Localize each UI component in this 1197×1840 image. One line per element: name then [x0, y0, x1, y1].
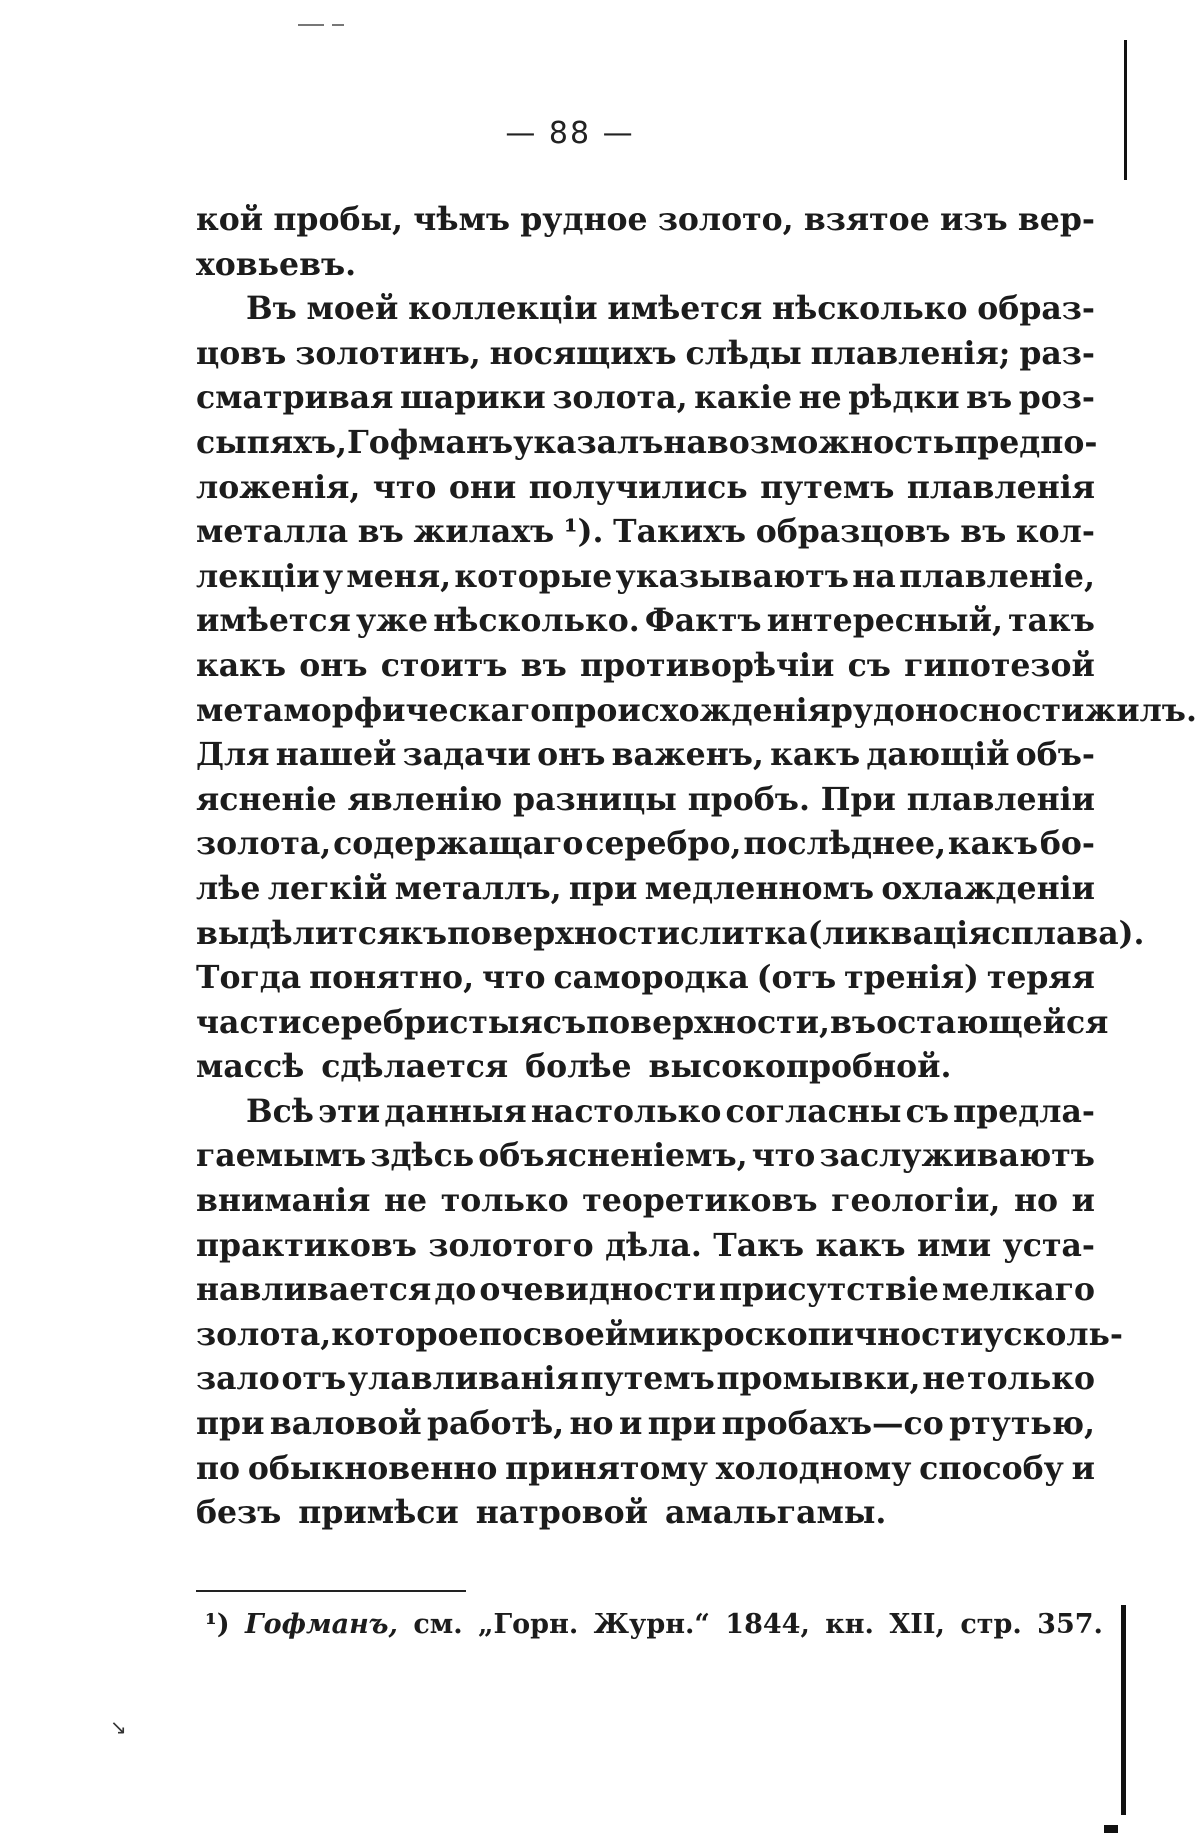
text-line: лекціи у меня, которые указываютъ на плавленіе, — [196, 557, 1095, 595]
footnote-author: Гофманъ, — [245, 1609, 398, 1640]
footnote-reference: см. „Горн. Журн.“ 1844, кн. XII, стр. 357. — [413, 1609, 1103, 1640]
text-line: гаемымъ здѣсь объясненіемъ, что заслуживаютъ — [196, 1137, 1095, 1175]
text-line: металла въ жилахъ ¹). Такихъ образцовъ въ кол- — [196, 513, 1095, 551]
text-line: вниманія не только теоретиковъ геологіи, но и — [196, 1182, 1095, 1220]
text-line: ложенія, что они получились путемъ плавленія — [196, 468, 1095, 506]
text-line: Для нашей задачи онъ важенъ, какъ дающій объ- — [196, 736, 1095, 774]
text-line: практиковъ золотого дѣла. Такъ какъ ими уста- — [196, 1226, 1095, 1264]
body-text — [196, 198, 1197, 1536]
text-line: при валовой работѣ, но и при пробахъ—со ртутью, — [196, 1405, 1095, 1443]
scan-dash-top-left-2 — [332, 24, 344, 26]
text-line: ясненіе явленію разницы пробъ. При плавленіи — [196, 780, 1095, 818]
scan-dash-top-left — [298, 24, 324, 26]
text-line: сматривая шарики золота, какіе не рѣдки въ роз- — [196, 379, 1095, 417]
page-number: — 88 — — [505, 116, 635, 151]
text-line: какъ онъ стоитъ въ противорѣчіи съ гипотезой — [196, 646, 1095, 684]
footnote — [205, 1605, 1103, 1645]
text-line: навливается до очевидности присутствіе мелкаго — [196, 1271, 1095, 1309]
text-line: по обыкновенно принятому холодному способу и — [196, 1449, 1095, 1487]
text-line: сыпяхъ, Гофманъ указалъ на возможность предпо- — [196, 423, 1098, 461]
text-line: массѣ сдѣлается болѣе высокопробной. — [196, 1048, 952, 1086]
text-line: Тогда понятно, что самородка (отъ тренія) теряя — [196, 959, 1095, 997]
scan-speck: ↘ — [110, 1715, 127, 1739]
text-line: лѣе легкій металлъ, при медленномъ охлажденіи — [196, 869, 1095, 907]
text-line: метаморфическаго происхожденія рудоносности жилъ. — [196, 691, 1197, 729]
scan-edge-mark-corner — [1104, 1825, 1118, 1833]
text-line: Въ моей коллекціи имѣется нѣсколько образ- — [246, 290, 1095, 328]
text-line: Всѣ эти данныя настолько согласны съ предла- — [246, 1092, 1095, 1130]
scan-edge-mark-top — [1124, 40, 1127, 180]
text-line: золота, которое по своей микроскопичности усколь- — [196, 1315, 1124, 1353]
text-line: ховьевъ. — [196, 245, 357, 283]
text-line: выдѣлится къ поверхности слитка (ликвація сплава). — [196, 914, 1145, 952]
text-line: безъ примѣси натровой амальгамы. — [196, 1494, 887, 1532]
scan-edge-mark-bottom — [1121, 1605, 1126, 1815]
text-line: имѣется уже нѣсколько. Фактъ интересный, такъ — [196, 602, 1095, 640]
footnote-divider — [196, 1590, 466, 1592]
footnote-marker: ¹) — [205, 1609, 230, 1640]
text-line: зало отъ улавливанія путемъ промывки, не только — [196, 1360, 1095, 1398]
text-line: цовъ золотинъ, носящихъ слѣды плавленія; раз- — [196, 334, 1095, 372]
text-line: золота, содержащаго серебро, послѣднее, какъ бо- — [196, 825, 1095, 863]
text-line: кой пробы, чѣмъ рудное золото, взятое изъ вер- — [196, 201, 1095, 238]
text-line: части серебристыя съ поверхности, въ остающейся — [196, 1003, 1109, 1041]
